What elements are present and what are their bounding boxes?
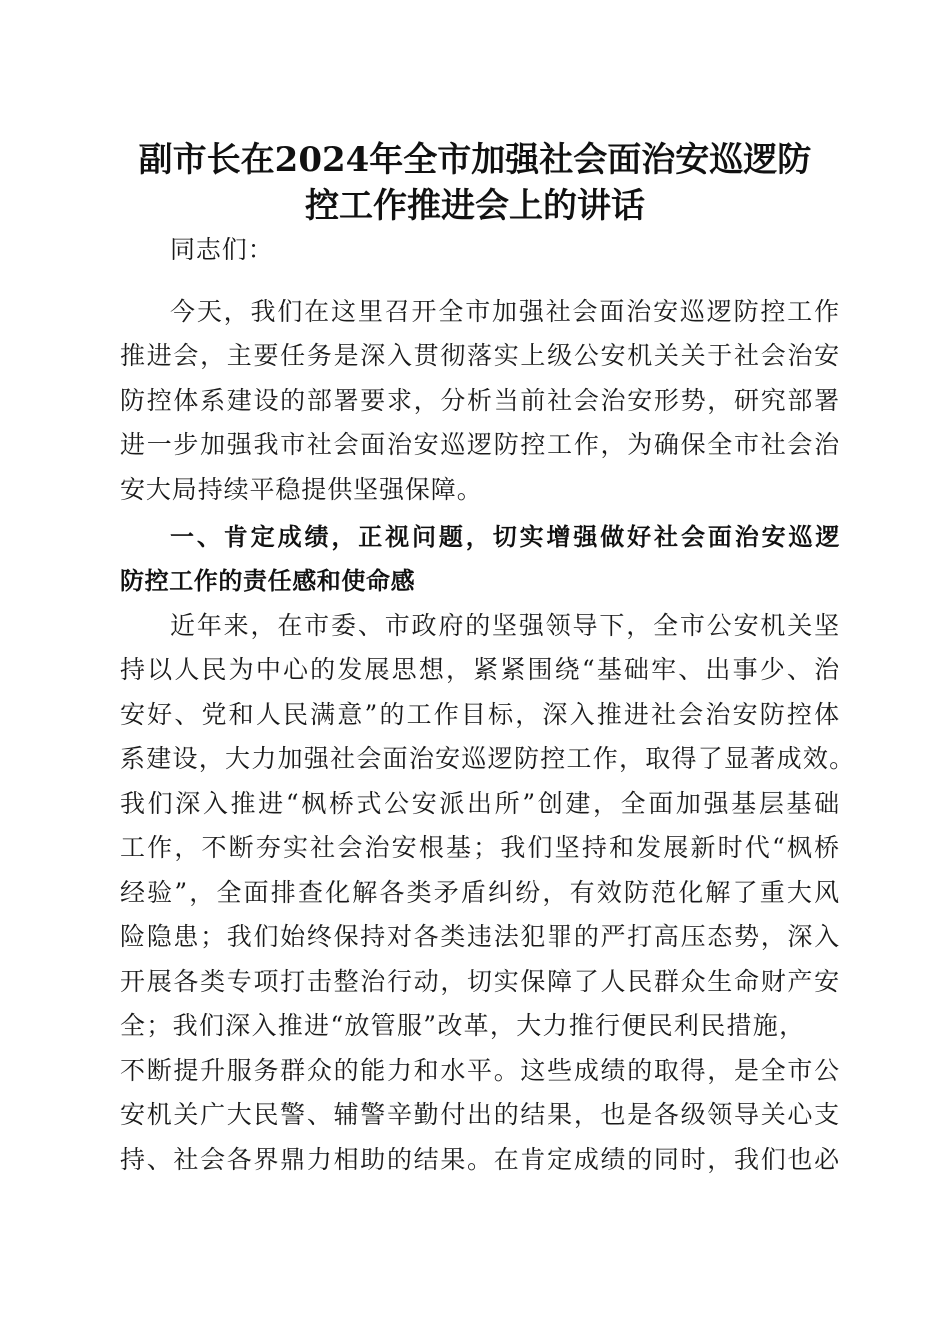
body-line-12: 安机关广大民警、辅警辛勤付出的结果，也是各级领导关心支 <box>120 1100 840 1129</box>
body-line-2: 持以人民为中心的发展思想，紧紧围绕“基础牢、出事少、治 <box>120 655 840 684</box>
intro-line-1: 今天，我们在这里召开全市加强社会面治安巡逻防控工作 <box>170 297 840 326</box>
body-line-10: 全；我们深入推进“放管服”改革，大力推行便民利民措施， <box>120 1011 805 1040</box>
body-line-7: 经验”，全面排查化解各类矛盾纠纷，有效防范化解了重大风 <box>120 878 840 907</box>
body-line-11: 不断提升服务群众的能力和水平。这些成绩的取得，是全市公 <box>120 1056 840 1085</box>
section-1-heading-line-2: 防控工作的责任感和使命感 <box>120 567 416 595</box>
body-line-13: 持、社会各界鼎力相助的结果。在肯定成绩的同时，我们也必 <box>120 1145 840 1174</box>
intro-line-5: 安大局持续平稳提供坚强保障。 <box>120 475 483 504</box>
body-line-1: 近年来，在市委、市政府的坚强领导下，全市公安机关坚 <box>170 611 840 640</box>
body-line-9: 开展各类专项打击整治行动，切实保障了人民群众生命财产安 <box>120 967 840 996</box>
intro-line-4: 进一步加强我市社会面治安巡逻防控工作，为确保全市社会治 <box>120 430 840 459</box>
body-line-5: 我们深入推进“枫桥式公安派出所”创建，全面加强基层基础 <box>120 789 840 818</box>
body-line-4: 系建设，大力加强社会面治安巡逻防控工作，取得了显著成效。 <box>120 744 855 773</box>
document-title-line-1: 副市长在2024年全市加强社会面治安巡逻防 <box>138 140 812 180</box>
intro-line-3: 防控体系建设的部署要求，分析当前社会治安形势，研究部署 <box>120 386 840 415</box>
salutation: 同志们： <box>170 235 274 264</box>
body-line-6: 工作，不断夯实社会治安根基；我们坚持和发展新时代“枫桥 <box>120 833 840 862</box>
section-1-heading-line-1: 一、肯定成绩，正视问题，切实增强做好社会面治安巡逻 <box>170 523 840 551</box>
body-line-8: 险隐患；我们始终保持对各类违法犯罪的严打高压态势，深入 <box>120 922 840 951</box>
body-line-3: 安好、党和人民满意”的工作目标，深入推进社会治安防控体 <box>120 700 840 729</box>
intro-line-2: 推进会，主要任务是深入贯彻落实上级公安机关关于社会治安 <box>120 341 840 370</box>
document-title-line-2: 控工作推进会上的讲话 <box>305 186 645 226</box>
